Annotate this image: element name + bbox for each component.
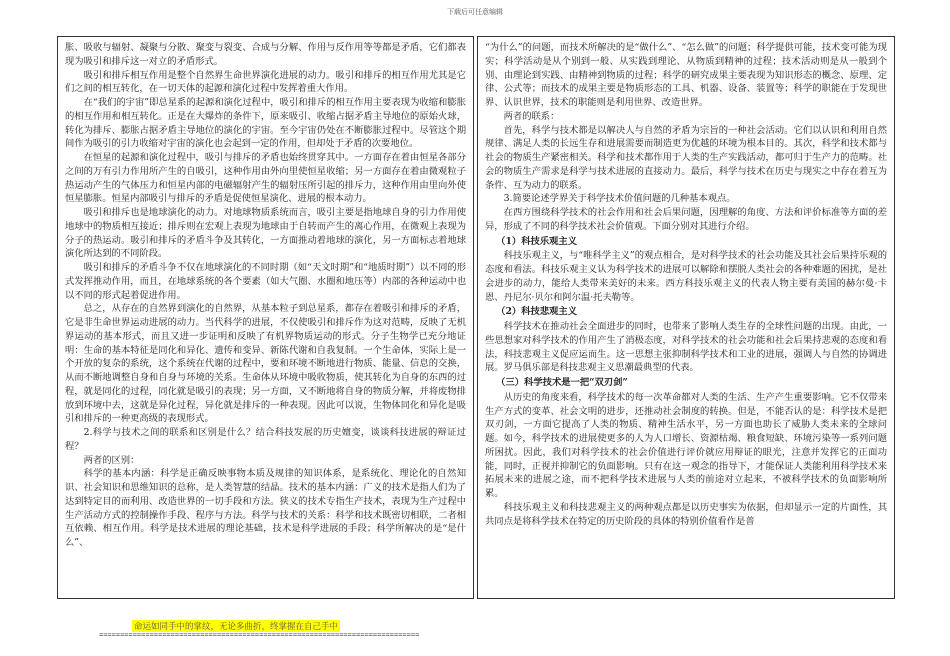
- paragraph: 科技乐观主义和科技悲观主义的两种观点都是以历史事实为依据，但却显示一定的片面性，其共同点是将科学技术在特定的历史阶段的具体的特别价值看作是普: [485, 501, 887, 527]
- paragraph: 在西方围绕科学技术的社会作用和社会后果问题，因理解的角度、方法和评价标准等方面的差异，形成了不同的科学技术社会价值观。下面分别对其进行介绍。: [485, 207, 887, 232]
- paragraph: 科学技术在推动社会全面进步的同时，也带来了影响人类生存的全球性问题的出现。由此，一些思想家对科学技术的作用产生了消极态度，对科学技术的社会功能和社会后果持悲观的态度和看法，科技悲观主义促应运而生。这一思想主张抑制科学技术和工业的进展，强调人与自然的协调进展。罗马俱乐部是科技悲观主义思潮最典型的代表。: [485, 321, 887, 374]
- footer-rule: ============================================================================: [99, 631, 420, 639]
- header-note: 下载后可任意编辑: [447, 8, 503, 16]
- paragraph: 胀、吸收与辐射、凝聚与分散、聚变与裂变、合成与分解、作用与反作用等等都是矛盾，它们都表现为吸引和排斥这一对立的矛盾形式。: [65, 42, 466, 67]
- paragraph: 在“我们的宇宙”即总星系的起源和演化过程中，吸引和排斥的相互作用主要表现为收缩和膨胀的相互作用和相互转化。正是在大爆炸的条件下，原来吸引、收缩占据矛盾主导地位的原始火球，转化为排斥、膨胀占据矛盾主导地位的演化的宇宙。至今宇宙仍处在不断膨胀过程中。尽管这个期间作为吸引的引力收缩对宇宙的演化也会起到一定的作用，但却处于矛盾的次要地位。: [65, 97, 466, 150]
- paragraph: 总之，从存在的自然界到演化的自然界，从基本粒子到总星系，都存在着吸引和排斥的矛盾，它是非生命世界运动进展的动力。当代科学的进展，不仅使吸引和排斥作为这对范畴，反映了无机界运动的基本形式，而且又进一步证明和反映了有机界物质运动的形式。分子生物学已充分地证明：生命的基本特征是同化和异化、遗传和变异、新陈代谢和自我复制。一个生命体，实际上是一个开放的复杂的系统，这个系统在代谢的过程中，要和环境不断地进行物质、能量、信息的交换，从而不断地调整自身和自身与环境的关系。生命体从环境中吸收物质，使其转化为自身的东西的过程，就是同化的过程，同化就是吸引的表现；另一方面，又不断地将自身的物质分解，并将废物排放到环境中去，这就是异化过程，异化就是排斥的一种表现。因此可以说，生物体同化和异化是吸引和排斥的一种更高级的表现形式。: [65, 303, 466, 425]
- paragraph: 吸引和排斥的矛盾斗争不仅在地球演化的不同时期（如“天文时期”和“地质时期”）以不同的形式发挥推动作用，而且，在地球系统的各个要素（如大气圈、水圈和地压等）内部的各种运动中也以不同的形式起着促进作用。: [65, 262, 466, 301]
- section-heading: （1）科技乐观主义: [496, 235, 578, 247]
- paragraph: “为什么”的问题，而技术所解决的是“做什么”、“怎么做”的问题；科学提供可能，技术变可能为现实；科学活动是从个别到一般、从实践到理论、从物质到精神的过程；技术活动则是从一般到个别、由理论到实践、由精神到物质的过程；科学的研究成果主要表现为知识形态的概念、原理、定律、公式等；而技术的成果主要是物质形态的工具、机器、设备、装置等；科学的职能在于发现世界、认识世界，技术的职能则是利用世界、改造世界。: [485, 42, 887, 108]
- question-heading: 3.简要论述学界关于科学技术价值问题的几种基本观点。: [503, 193, 736, 205]
- paragraph: 吸引和排斥相互作用是整个自然界生命世界演化进展的动力。吸引和排斥的相互作用尤其是它们之间的相互转化，在一切天体的起源和演化过程中发挥着重大作用。: [65, 69, 466, 95]
- paragraph: 在恒星的起源和演化过程中，吸引与排斥的矛盾也始终贯穿其中。一方面存在着由恒星各部分之间的万有引力作用所产生的自吸引，这种作用由外向里使恒星收缩；另一方面存在着由微观粒子热运动产生的气体压力和恒星内部的电磁辐射产生的辐射压所引起的排斥力，这种作用由里向外使恒星膨胀。恒星内部吸引与排斥的矛盾是促使恒星演化、进展的根本动力。: [65, 152, 466, 205]
- section-heading: （三）科学技术是一把“双刃剑”: [496, 377, 628, 388]
- paragraph: 两者的区别：: [83, 454, 140, 466]
- paragraph: 从历史的角度来看，科学技术的每一次革命都对人类的生活、生产产生重要影响。它不仅带来生产方式的变革、社会文明的进步，还推动社会制度的转换。但是，不能否认的是：科学技术是把双刃剑，一方面它提高了人类的物质、精神生活水平，另一方面也助长了威胁人类未来的全球问题。如今，科学技术的进展使更多的人为人口增长、资源枯竭、粮食短缺、环境污染等一系列问题所困扰。因此，我们对科学技术的社会价值进行评价就应用辩证的眼光，注意并发挥它的正面功能，同时，正视并抑制它的负面影响。只有在这一观念的指导下，才能保证人类能利用科学技术来拓展未来的进展之途，而不把科学技术进展与人类的前途对立起来，不被科学技术的负面影响所累。: [485, 391, 887, 499]
- section-heading: （2）科技悲观主义: [496, 306, 578, 318]
- paragraph: 吸引和排斥也是地球演化的动力。对地球物质系统而言，吸引主要是指地球自身的引力作用使地球中的物质相互接近；排斥则在宏观上表现为地球由于自转而产生的离心作用，在微观上表现为分子的热运动。吸引和排斥的矛盾斗争及其转化，一方面推动着地球的演化，另一方面标志着地球演化所达到的不同阶段。: [65, 207, 466, 260]
- footer-motto: 命运如同手中的掌纹，无论多曲折，终掌握在自己手中: [134, 622, 339, 632]
- paragraph: 两者的联系：: [503, 110, 560, 122]
- paragraph: 首先，科学与技术都是以解决人与自然的矛盾为宗旨的一种社会活动。它们以认识和利用自然规律、满足人类的长远生存和进展需要而制造更为优越的环境为根本目的。其次，科学和技术都与社会的物质生产紧密相关。科学和技术都作用于人类的生产实践活动，都可归于生产力的范畴。社会的物质生产需求是科学与技术进展的直接动力。最后，科学与技术在历史与现实之中存在着互为条件、互为动力的联系。: [485, 124, 887, 191]
- paragraph: 科技乐观主义，与“唯科学主义”的观点相合，是对科学技术的社会功能及其社会后果持乐观的态度和看法。科技乐观主义认为科学技术的进展可以解除和摆脱人类社会的各种难题的困扰，是社会进步的动力，能给人类带来美好的未来。西方科技乐观主义的代表人物主要有美国的赫尔曼·卡恩、丹尼尔·贝尔和阿尔温·托夫勒等。: [485, 250, 887, 303]
- question-heading: 2.科学与技术之间的联系和区别是什么？结合科技发展的历史嬗变，谈谈科技进展的辩证过程？: [65, 427, 466, 452]
- paragraph: 科学的基本内涵：科学是正确反映事物本质及规律的知识体系，是系统化、理论化的自然知识、社会知识和思维知识的总称，是人类智慧的结晶。技术的基本内涵：广义的技术是指人们为了达到特定目的而利用、改造世界的一切手段和方法。狭义的技术专指生产技术，表现为生产过程中生产活动方式的控制操作手段、程序与方法。科学与技术的关系：科学和技术既密切相联，二者相互依赖、相互作用。科学是技术进展的理论基础，技术是科学进展的手段；科学所解决的是“是什么”、: [65, 468, 466, 548]
- left-column: [57, 36, 474, 599]
- right-column: [477, 36, 895, 599]
